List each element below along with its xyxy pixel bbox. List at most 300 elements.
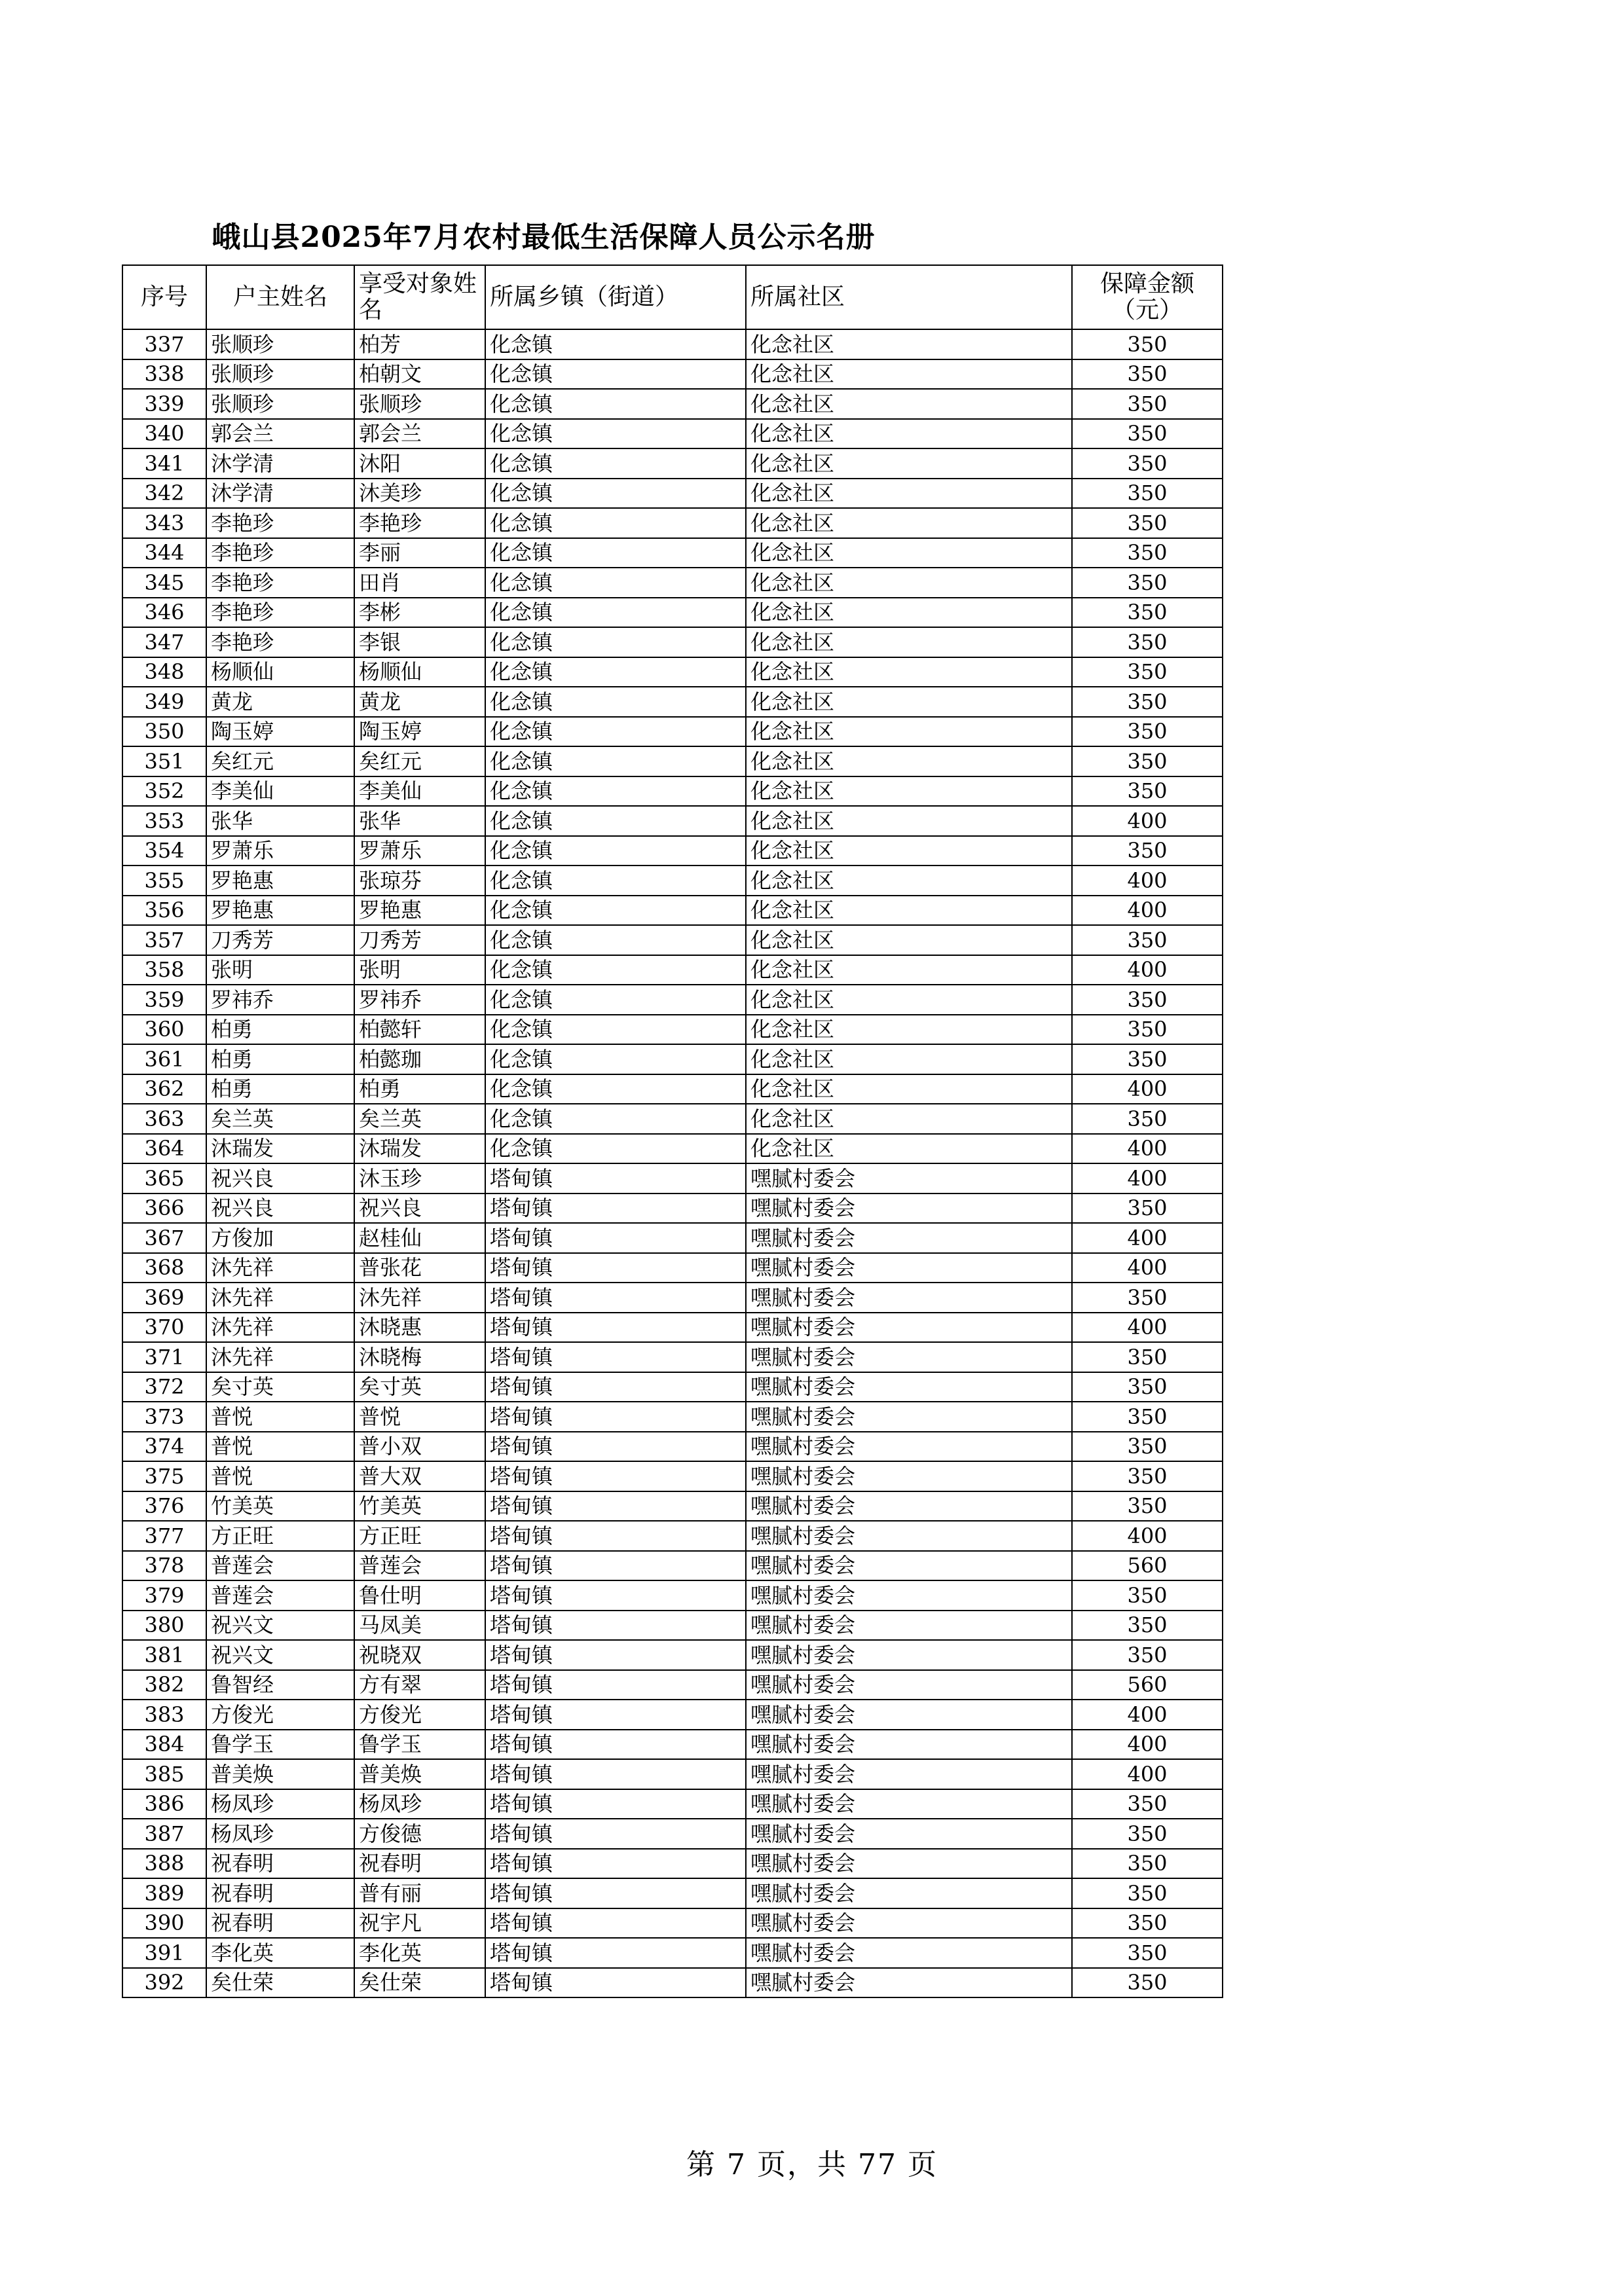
cell-community: 嘿腻村委会 xyxy=(746,1908,1072,1939)
cell-community: 化念社区 xyxy=(746,568,1072,598)
cell-town: 化念镇 xyxy=(485,955,746,985)
cell-town: 塔甸镇 xyxy=(485,1372,746,1402)
cell-no: 378 xyxy=(122,1551,206,1581)
cell-household-head: 罗艳惠 xyxy=(206,866,354,896)
cell-no: 390 xyxy=(122,1908,206,1939)
cell-amount: 400 xyxy=(1072,1163,1223,1194)
table-row xyxy=(122,836,1223,866)
header-town: 所属乡镇（街道） xyxy=(485,265,746,329)
cell-amount: 350 xyxy=(1072,1908,1223,1939)
header-household-head: 户主姓名 xyxy=(206,265,354,329)
cell-beneficiary: 柏芳 xyxy=(354,329,485,359)
table-row xyxy=(122,1700,1223,1730)
table-row xyxy=(122,1730,1223,1760)
cell-amount: 350 xyxy=(1072,1461,1223,1491)
cell-community: 化念社区 xyxy=(746,896,1072,926)
cell-household-head: 普悦 xyxy=(206,1461,354,1491)
cell-household-head: 普悦 xyxy=(206,1402,354,1432)
cell-no: 389 xyxy=(122,1878,206,1908)
cell-household-head: 普美焕 xyxy=(206,1759,354,1789)
cell-amount: 560 xyxy=(1072,1670,1223,1700)
cell-no: 375 xyxy=(122,1461,206,1491)
cell-household-head: 祝春明 xyxy=(206,1908,354,1939)
cell-amount: 350 xyxy=(1072,776,1223,807)
table-row xyxy=(122,627,1223,657)
cell-town: 塔甸镇 xyxy=(485,1640,746,1670)
cell-beneficiary: 刀秀芳 xyxy=(354,925,485,955)
cell-household-head: 李艳珍 xyxy=(206,627,354,657)
cell-household-head: 沐学清 xyxy=(206,448,354,479)
cell-no: 340 xyxy=(122,419,206,449)
cell-no: 352 xyxy=(122,776,206,807)
cell-no: 349 xyxy=(122,687,206,717)
cell-town: 化念镇 xyxy=(485,1044,746,1074)
cell-no: 382 xyxy=(122,1670,206,1700)
cell-no: 377 xyxy=(122,1521,206,1551)
cell-beneficiary: 柏懿珈 xyxy=(354,1044,485,1074)
cell-beneficiary: 田肖 xyxy=(354,568,485,598)
table-row xyxy=(122,419,1223,449)
table-row xyxy=(122,359,1223,390)
cell-community: 嘿腻村委会 xyxy=(746,1640,1072,1670)
cell-no: 383 xyxy=(122,1700,206,1730)
cell-community: 化念社区 xyxy=(746,836,1072,866)
cell-amount: 350 xyxy=(1072,568,1223,598)
cell-household-head: 杨凤珍 xyxy=(206,1819,354,1849)
cell-amount: 350 xyxy=(1072,687,1223,717)
cell-community: 化念社区 xyxy=(746,329,1072,359)
cell-beneficiary: 沐先祥 xyxy=(354,1283,485,1313)
cell-community: 嘿腻村委会 xyxy=(746,1968,1072,1998)
cell-amount: 350 xyxy=(1072,479,1223,509)
cell-community: 化念社区 xyxy=(746,985,1072,1015)
cell-no: 358 xyxy=(122,955,206,985)
cell-amount: 350 xyxy=(1072,1938,1223,1968)
table-row xyxy=(122,1938,1223,1968)
cell-household-head: 方俊光 xyxy=(206,1700,354,1730)
cell-amount: 350 xyxy=(1072,1878,1223,1908)
cell-beneficiary: 李化英 xyxy=(354,1938,485,1968)
cell-beneficiary: 赵桂仙 xyxy=(354,1223,485,1253)
cell-community: 嘿腻村委会 xyxy=(746,1313,1072,1343)
cell-household-head: 矣仕荣 xyxy=(206,1968,354,1998)
cell-community: 化念社区 xyxy=(746,925,1072,955)
cell-beneficiary: 祝春明 xyxy=(354,1849,485,1879)
cell-no: 347 xyxy=(122,627,206,657)
cell-amount: 400 xyxy=(1072,1700,1223,1730)
cell-town: 化念镇 xyxy=(485,866,746,896)
table-row xyxy=(122,1611,1223,1641)
cell-community: 嘿腻村委会 xyxy=(746,1789,1072,1819)
cell-no: 348 xyxy=(122,657,206,687)
cell-amount: 350 xyxy=(1072,1015,1223,1045)
cell-community: 嘿腻村委会 xyxy=(746,1461,1072,1491)
cell-community: 化念社区 xyxy=(746,479,1072,509)
cell-beneficiary: 杨顺仙 xyxy=(354,657,485,687)
cell-community: 化念社区 xyxy=(746,598,1072,628)
cell-community: 嘿腻村委会 xyxy=(746,1372,1072,1402)
cell-amount: 350 xyxy=(1072,1194,1223,1224)
cell-no: 346 xyxy=(122,598,206,628)
cell-town: 塔甸镇 xyxy=(485,1253,746,1283)
cell-household-head: 普悦 xyxy=(206,1432,354,1462)
header-beneficiary: 享受对象姓名 xyxy=(354,265,485,329)
cell-amount: 400 xyxy=(1072,1759,1223,1789)
table-row xyxy=(122,896,1223,926)
cell-no: 371 xyxy=(122,1342,206,1372)
cell-amount: 350 xyxy=(1072,419,1223,449)
cell-no: 392 xyxy=(122,1968,206,1998)
cell-amount: 350 xyxy=(1072,1044,1223,1074)
cell-community: 嘿腻村委会 xyxy=(746,1611,1072,1641)
cell-household-head: 黄龙 xyxy=(206,687,354,717)
cell-no: 373 xyxy=(122,1402,206,1432)
cell-amount: 350 xyxy=(1072,657,1223,687)
table-row xyxy=(122,329,1223,359)
cell-no: 372 xyxy=(122,1372,206,1402)
cell-no: 367 xyxy=(122,1223,206,1253)
cell-amount: 350 xyxy=(1072,359,1223,390)
table-row xyxy=(122,1104,1223,1134)
cell-town: 化念镇 xyxy=(485,806,746,836)
cell-community: 嘿腻村委会 xyxy=(746,1551,1072,1581)
cell-town: 塔甸镇 xyxy=(485,1908,746,1939)
cell-town: 化念镇 xyxy=(485,568,746,598)
cell-town: 化念镇 xyxy=(485,1104,746,1134)
cell-community: 化念社区 xyxy=(746,717,1072,747)
cell-community: 嘿腻村委会 xyxy=(746,1849,1072,1879)
table-row xyxy=(122,776,1223,807)
table-row xyxy=(122,806,1223,836)
table-row xyxy=(122,1074,1223,1104)
cell-town: 塔甸镇 xyxy=(485,1551,746,1581)
cell-community: 嘿腻村委会 xyxy=(746,1878,1072,1908)
table-row xyxy=(122,1313,1223,1343)
cell-amount: 400 xyxy=(1072,896,1223,926)
cell-town: 塔甸镇 xyxy=(485,1491,746,1522)
cell-amount: 350 xyxy=(1072,1789,1223,1819)
cell-community: 化念社区 xyxy=(746,687,1072,717)
cell-beneficiary: 普大双 xyxy=(354,1461,485,1491)
cell-town: 化念镇 xyxy=(485,1074,746,1104)
cell-community: 嘿腻村委会 xyxy=(746,1223,1072,1253)
cell-amount: 400 xyxy=(1072,866,1223,896)
cell-household-head: 张明 xyxy=(206,955,354,985)
cell-community: 化念社区 xyxy=(746,508,1072,538)
cell-no: 355 xyxy=(122,866,206,896)
cell-household-head: 方正旺 xyxy=(206,1521,354,1551)
cell-household-head: 李艳珍 xyxy=(206,568,354,598)
table-row xyxy=(122,448,1223,479)
cell-community: 化念社区 xyxy=(746,806,1072,836)
cell-no: 350 xyxy=(122,717,206,747)
cell-household-head: 沐学清 xyxy=(206,479,354,509)
cell-no: 379 xyxy=(122,1580,206,1611)
cell-household-head: 张顺珍 xyxy=(206,329,354,359)
cell-town: 化念镇 xyxy=(485,538,746,568)
cell-household-head: 李艳珍 xyxy=(206,508,354,538)
cell-amount: 350 xyxy=(1072,598,1223,628)
cell-beneficiary: 沐晓梅 xyxy=(354,1342,485,1372)
cell-no: 366 xyxy=(122,1194,206,1224)
table-row xyxy=(122,1194,1223,1224)
cell-no: 359 xyxy=(122,985,206,1015)
table-row xyxy=(122,1044,1223,1074)
cell-no: 361 xyxy=(122,1044,206,1074)
cell-town: 塔甸镇 xyxy=(485,1163,746,1194)
header-amount: 保障金额（元） xyxy=(1072,265,1223,329)
cell-beneficiary: 李美仙 xyxy=(354,776,485,807)
table-row xyxy=(122,1015,1223,1045)
cell-town: 塔甸镇 xyxy=(485,1819,746,1849)
cell-beneficiary: 沐阳 xyxy=(354,448,485,479)
cell-beneficiary: 方俊德 xyxy=(354,1819,485,1849)
cell-town: 塔甸镇 xyxy=(485,1521,746,1551)
cell-beneficiary: 普悦 xyxy=(354,1402,485,1432)
cell-town: 化念镇 xyxy=(485,925,746,955)
cell-no: 385 xyxy=(122,1759,206,1789)
cell-town: 塔甸镇 xyxy=(485,1580,746,1611)
cell-town: 化念镇 xyxy=(485,776,746,807)
roster-table xyxy=(122,264,1223,1998)
cell-no: 339 xyxy=(122,389,206,419)
cell-household-head: 柏勇 xyxy=(206,1015,354,1045)
cell-beneficiary: 张华 xyxy=(354,806,485,836)
cell-beneficiary: 沐晓惠 xyxy=(354,1313,485,1343)
cell-amount: 350 xyxy=(1072,1491,1223,1522)
cell-amount: 400 xyxy=(1072,1223,1223,1253)
cell-town: 塔甸镇 xyxy=(485,1461,746,1491)
cell-no: 368 xyxy=(122,1253,206,1283)
cell-beneficiary: 陶玉婷 xyxy=(354,717,485,747)
cell-town: 化念镇 xyxy=(485,657,746,687)
table-row xyxy=(122,568,1223,598)
cell-town: 化念镇 xyxy=(485,836,746,866)
cell-household-head: 沐瑞发 xyxy=(206,1134,354,1164)
cell-no: 369 xyxy=(122,1283,206,1313)
cell-no: 386 xyxy=(122,1789,206,1819)
cell-beneficiary: 矣仕荣 xyxy=(354,1968,485,1998)
cell-household-head: 沐先祥 xyxy=(206,1313,354,1343)
cell-amount: 350 xyxy=(1072,389,1223,419)
cell-amount: 350 xyxy=(1072,538,1223,568)
cell-amount: 350 xyxy=(1072,1283,1223,1313)
cell-town: 塔甸镇 xyxy=(485,1730,746,1760)
cell-beneficiary: 祝兴良 xyxy=(354,1194,485,1224)
cell-town: 化念镇 xyxy=(485,448,746,479)
cell-beneficiary: 矣寸英 xyxy=(354,1372,485,1402)
cell-town: 塔甸镇 xyxy=(485,1611,746,1641)
cell-community: 化念社区 xyxy=(746,866,1072,896)
cell-beneficiary: 罗萧乐 xyxy=(354,836,485,866)
cell-town: 化念镇 xyxy=(485,985,746,1015)
table-row xyxy=(122,479,1223,509)
cell-town: 塔甸镇 xyxy=(485,1402,746,1432)
cell-household-head: 方俊加 xyxy=(206,1223,354,1253)
cell-community: 嘿腻村委会 xyxy=(746,1580,1072,1611)
cell-town: 化念镇 xyxy=(485,359,746,390)
table-row xyxy=(122,1878,1223,1908)
cell-community: 嘿腻村委会 xyxy=(746,1670,1072,1700)
cell-amount: 350 xyxy=(1072,717,1223,747)
cell-household-head: 沐先祥 xyxy=(206,1342,354,1372)
cell-beneficiary: 李艳珍 xyxy=(354,508,485,538)
cell-amount: 350 xyxy=(1072,746,1223,776)
cell-community: 嘿腻村委会 xyxy=(746,1491,1072,1522)
cell-beneficiary: 矣兰英 xyxy=(354,1104,485,1134)
cell-beneficiary: 普莲会 xyxy=(354,1551,485,1581)
cell-community: 化念社区 xyxy=(746,538,1072,568)
cell-amount: 560 xyxy=(1072,1551,1223,1581)
cell-household-head: 矣兰英 xyxy=(206,1104,354,1134)
table-row xyxy=(122,1253,1223,1283)
cell-household-head: 祝春明 xyxy=(206,1878,354,1908)
table-row xyxy=(122,687,1223,717)
table-body xyxy=(122,329,1223,1997)
cell-household-head: 罗萧乐 xyxy=(206,836,354,866)
cell-town: 化念镇 xyxy=(485,687,746,717)
cell-town: 塔甸镇 xyxy=(485,1432,746,1462)
cell-no: 376 xyxy=(122,1491,206,1522)
table-row xyxy=(122,538,1223,568)
cell-no: 353 xyxy=(122,806,206,836)
cell-beneficiary: 李丽 xyxy=(354,538,485,568)
cell-no: 354 xyxy=(122,836,206,866)
cell-household-head: 罗艳惠 xyxy=(206,896,354,926)
cell-household-head: 李化英 xyxy=(206,1938,354,1968)
table-row xyxy=(122,717,1223,747)
cell-household-head: 郭会兰 xyxy=(206,419,354,449)
cell-amount: 350 xyxy=(1072,836,1223,866)
cell-community: 嘿腻村委会 xyxy=(746,1342,1072,1372)
cell-amount: 350 xyxy=(1072,1849,1223,1879)
cell-no: 360 xyxy=(122,1015,206,1045)
cell-beneficiary: 方有翠 xyxy=(354,1670,485,1700)
cell-no: 356 xyxy=(122,896,206,926)
table-row xyxy=(122,1432,1223,1462)
table-row xyxy=(122,1223,1223,1253)
cell-community: 化念社区 xyxy=(746,627,1072,657)
cell-beneficiary: 李银 xyxy=(354,627,485,657)
cell-no: 364 xyxy=(122,1134,206,1164)
cell-no: 345 xyxy=(122,568,206,598)
cell-no: 351 xyxy=(122,746,206,776)
cell-community: 嘿腻村委会 xyxy=(746,1253,1072,1283)
cell-amount: 400 xyxy=(1072,1074,1223,1104)
cell-community: 嘿腻村委会 xyxy=(746,1283,1072,1313)
table-row xyxy=(122,1789,1223,1819)
cell-household-head: 陶玉婷 xyxy=(206,717,354,747)
cell-household-head: 李艳珍 xyxy=(206,538,354,568)
cell-community: 嘿腻村委会 xyxy=(746,1700,1072,1730)
cell-no: 387 xyxy=(122,1819,206,1849)
cell-community: 化念社区 xyxy=(746,1044,1072,1074)
cell-household-head: 杨顺仙 xyxy=(206,657,354,687)
table-row xyxy=(122,389,1223,419)
cell-no: 341 xyxy=(122,448,206,479)
cell-town: 塔甸镇 xyxy=(485,1700,746,1730)
cell-amount: 350 xyxy=(1072,1342,1223,1372)
cell-town: 化念镇 xyxy=(485,598,746,628)
cell-town: 化念镇 xyxy=(485,479,746,509)
header-row xyxy=(122,265,1223,329)
cell-beneficiary: 祝晓双 xyxy=(354,1640,485,1670)
cell-town: 塔甸镇 xyxy=(485,1283,746,1313)
cell-town: 塔甸镇 xyxy=(485,1223,746,1253)
cell-household-head: 祝兴文 xyxy=(206,1640,354,1670)
cell-beneficiary: 沐瑞发 xyxy=(354,1134,485,1164)
cell-town: 塔甸镇 xyxy=(485,1968,746,1998)
cell-household-head: 祝兴良 xyxy=(206,1194,354,1224)
cell-town: 化念镇 xyxy=(485,717,746,747)
cell-household-head: 柏勇 xyxy=(206,1074,354,1104)
cell-town: 塔甸镇 xyxy=(485,1670,746,1700)
cell-beneficiary: 沐美珍 xyxy=(354,479,485,509)
cell-beneficiary: 祝宇凡 xyxy=(354,1908,485,1939)
cell-household-head: 祝兴文 xyxy=(206,1611,354,1641)
table-row xyxy=(122,1640,1223,1670)
cell-no: 357 xyxy=(122,925,206,955)
cell-beneficiary: 柏懿轩 xyxy=(354,1015,485,1045)
cell-beneficiary: 郭会兰 xyxy=(354,419,485,449)
table-row xyxy=(122,657,1223,687)
cell-no: 374 xyxy=(122,1432,206,1462)
cell-beneficiary: 竹美英 xyxy=(354,1491,485,1522)
cell-community: 嘿腻村委会 xyxy=(746,1938,1072,1968)
cell-community: 化念社区 xyxy=(746,448,1072,479)
table-row xyxy=(122,1461,1223,1491)
table-row xyxy=(122,1342,1223,1372)
table-row xyxy=(122,746,1223,776)
cell-no: 343 xyxy=(122,508,206,538)
cell-household-head: 柏勇 xyxy=(206,1044,354,1074)
table-row xyxy=(122,508,1223,538)
cell-community: 嘿腻村委会 xyxy=(746,1759,1072,1789)
table-row xyxy=(122,866,1223,896)
cell-beneficiary: 李彬 xyxy=(354,598,485,628)
cell-household-head: 沐先祥 xyxy=(206,1283,354,1313)
cell-community: 嘿腻村委会 xyxy=(746,1730,1072,1760)
cell-community: 化念社区 xyxy=(746,419,1072,449)
cell-town: 化念镇 xyxy=(485,508,746,538)
table-row xyxy=(122,1819,1223,1849)
cell-town: 化念镇 xyxy=(485,896,746,926)
cell-community: 化念社区 xyxy=(746,1015,1072,1045)
cell-community: 嘿腻村委会 xyxy=(746,1402,1072,1432)
cell-amount: 400 xyxy=(1072,1521,1223,1551)
cell-no: 342 xyxy=(122,479,206,509)
cell-amount: 350 xyxy=(1072,448,1223,479)
cell-amount: 350 xyxy=(1072,1580,1223,1611)
cell-household-head: 祝兴良 xyxy=(206,1163,354,1194)
cell-household-head: 普莲会 xyxy=(206,1551,354,1581)
cell-town: 塔甸镇 xyxy=(485,1789,746,1819)
cell-town: 化念镇 xyxy=(485,389,746,419)
cell-household-head: 刀秀芳 xyxy=(206,925,354,955)
cell-no: 391 xyxy=(122,1938,206,1968)
cell-household-head: 矣红元 xyxy=(206,746,354,776)
cell-community: 化念社区 xyxy=(746,389,1072,419)
cell-beneficiary: 普小双 xyxy=(354,1432,485,1462)
cell-town: 化念镇 xyxy=(485,1134,746,1164)
cell-no: 365 xyxy=(122,1163,206,1194)
cell-town: 化念镇 xyxy=(485,627,746,657)
table-header xyxy=(122,265,1223,329)
cell-beneficiary: 罗艳惠 xyxy=(354,896,485,926)
cell-beneficiary: 方俊光 xyxy=(354,1700,485,1730)
cell-town: 塔甸镇 xyxy=(485,1938,746,1968)
cell-amount: 350 xyxy=(1072,1819,1223,1849)
